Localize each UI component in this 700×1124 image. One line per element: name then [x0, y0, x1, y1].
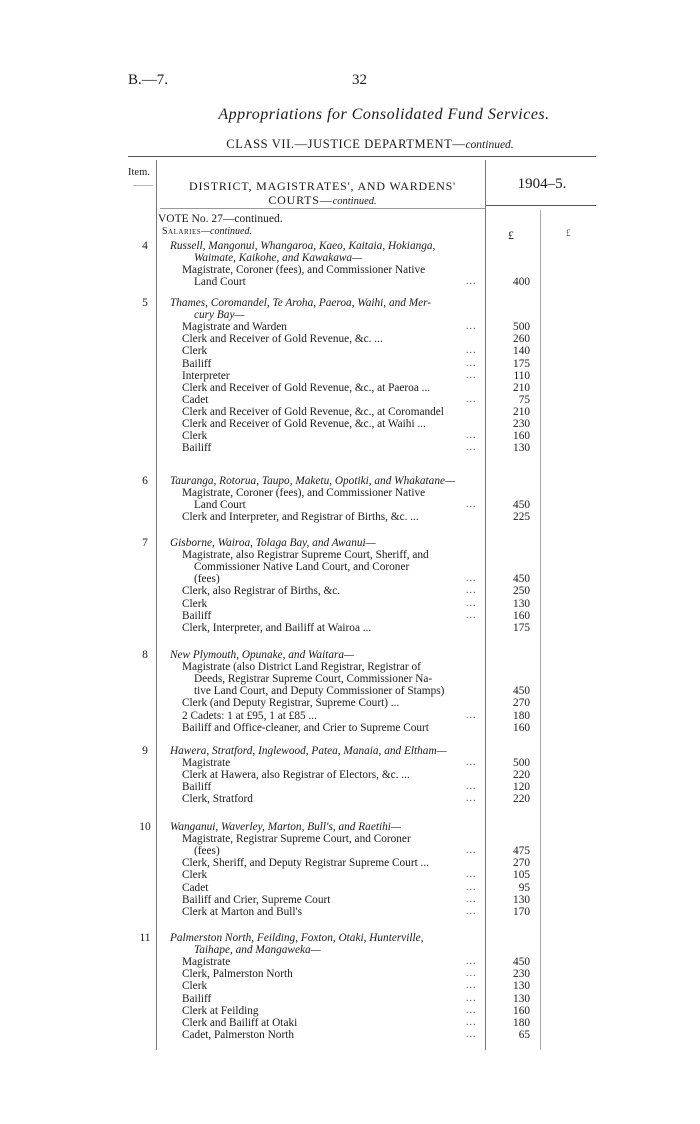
line-item-text: Clerk (and Deputy Registrar, Supreme Court) ...: [182, 697, 400, 710]
leader-dots: ...: [466, 609, 477, 621]
place-heading: Wanganui, Waverley, Marton, Bull's, and Raetihi—: [170, 821, 401, 833]
line-item-amount: 160: [513, 1004, 530, 1017]
line-item-amount: 95: [518, 881, 530, 894]
section-title-line-2: [160, 193, 485, 209]
leader-dots: ...: [466, 881, 477, 893]
leader-dots: ...: [466, 893, 477, 905]
class-heading: [0, 137, 700, 152]
item-column-header-dash: ——: [133, 180, 153, 191]
line-item-amount: 210: [513, 381, 530, 394]
place-heading: Taihape, and Mangaweka—: [194, 944, 321, 957]
item-number: 10: [139, 821, 151, 833]
line-item-amount: 500: [513, 321, 530, 334]
leader-dots: ...: [466, 793, 477, 805]
leader-dots: ...: [466, 757, 477, 769]
salaries-label-sc: Salaries: [162, 226, 202, 237]
leader-dots: ...: [466, 597, 477, 609]
line-item-text: Bailiff: [182, 357, 212, 370]
line-item-text: Clerk and Interpreter, and Registrar of Births, &c. ...: [182, 511, 419, 524]
place-heading: Waimate, Kaikohe, and Kawakawa—: [194, 252, 363, 265]
line-item-text: Clerk and Receiver of Gold Revenue, &c., at Paeroa ...: [182, 381, 431, 394]
line-item-text: Clerk at Feilding: [182, 1004, 259, 1017]
line-item-text: Land Court: [194, 499, 246, 512]
line-item-amount: 180: [513, 1016, 530, 1029]
leader-dots: ...: [466, 499, 477, 511]
line-item-amount: 475: [513, 845, 530, 858]
leader-dots: ...: [466, 980, 477, 992]
page-number: 32: [352, 72, 367, 88]
line-item-amount: 270: [513, 697, 530, 710]
line-item-text: Clerk, also Registrar of Births, &c.: [182, 585, 341, 598]
line-item-amount: 500: [513, 757, 530, 770]
place-heading: Hawera, Stratford, Inglewood, Patea, Manaia, and Eltham—: [170, 745, 447, 757]
line-item-text: Cadet, Palmerston North: [182, 1028, 295, 1041]
line-item-amount: 65: [518, 1028, 530, 1041]
line-item-amount: 110: [513, 369, 530, 382]
line-item-amount: 250: [513, 585, 530, 598]
line-item-amount: 140: [513, 345, 530, 358]
item-number: 7: [142, 537, 148, 549]
line-item-amount: 160: [513, 430, 530, 443]
line-item-text: (fees): [194, 845, 220, 858]
line-item-text: Magistrate, Coroner (fees), and Commissioner Native: [182, 264, 426, 277]
vote-label: VOTE No. 27—continued.: [158, 213, 283, 225]
leader-dots: ...: [466, 442, 477, 454]
item-column-rule: [156, 160, 157, 1050]
line-item-amount: 130: [513, 442, 530, 455]
line-item-text: Bailiff: [182, 609, 212, 622]
leader-dots: ...: [466, 321, 477, 333]
line-item-text: Clerk, Stratford: [182, 793, 253, 806]
line-item-text: Magistrate and Warden: [182, 321, 287, 334]
leader-dots: ...: [466, 1028, 477, 1040]
place-heading: Thames, Coromandel, Te Aroha, Paeroa, Waihi, and Mer-: [170, 297, 432, 309]
line-item-text: Magistrate: [182, 956, 231, 969]
leader-dots: ...: [466, 905, 477, 917]
line-item-text: Clerk, Palmerston North: [182, 968, 293, 981]
item-number: 6: [142, 475, 148, 487]
class-heading-text: CLASS VII.—JUSTICE DEPARTMENT—: [226, 137, 466, 151]
leader-dots: ...: [466, 369, 477, 381]
line-item-text: Land Court: [194, 276, 246, 289]
line-item-amount: 175: [513, 357, 530, 370]
line-item-text: 2 Cadets: 1 at £95, 1 at £85 ...: [182, 709, 317, 722]
leader-dots: ...: [466, 845, 477, 857]
item-number: 5: [142, 297, 148, 309]
leader-dots: ...: [466, 430, 477, 442]
header-rule: [485, 205, 596, 206]
leader-dots: ...: [466, 276, 477, 288]
line-item-amount: 230: [513, 968, 530, 981]
line-item-amount: 260: [513, 333, 530, 346]
line-item-amount: 210: [513, 405, 530, 418]
line-item-amount: 230: [513, 418, 530, 430]
leader-dots: ...: [466, 968, 477, 980]
currency-symbol: £: [508, 228, 514, 242]
amount-column-rule: [485, 160, 486, 1050]
line-item-text: Commissioner Native Land Court, and Coroner: [194, 561, 410, 574]
item-number: 11: [139, 932, 151, 944]
line-item-text: Clerk: [182, 597, 208, 610]
section-title: [160, 179, 485, 209]
line-item-text: Magistrate (also District Land Registrar, Registrar of: [182, 661, 421, 674]
amount-column-rule-2: [540, 210, 541, 1050]
line-item-amount: 120: [513, 781, 530, 794]
line-item-amount: 450: [513, 499, 530, 512]
class-heading-continued: continued.: [465, 139, 514, 151]
page-header-code: B.—7.: [128, 72, 169, 88]
item-number: 9: [142, 745, 148, 757]
line-item-amount: 450: [513, 956, 530, 969]
section-title-continued: continued.: [332, 196, 377, 207]
line-item-text: Magistrate, Registrar Supreme Court, and Coroner: [182, 833, 411, 846]
leader-dots: ...: [466, 956, 477, 968]
line-item-amount: 105: [513, 869, 530, 882]
leader-dots: ...: [466, 709, 477, 721]
line-item-text: Clerk and Receiver of Gold Revenue, &c., at Waihi ...: [182, 418, 426, 430]
place-heading: cury Bay—: [194, 309, 245, 322]
line-item-amount: 130: [513, 992, 530, 1005]
line-item-amount: 75: [518, 393, 530, 406]
line-item-amount: 130: [513, 980, 530, 993]
item-column-header: Item.: [128, 167, 150, 178]
line-item-text: Clerk and Receiver of Gold Revenue, &c., at Coromandel: [182, 405, 444, 418]
line-item-amount: 450: [513, 573, 530, 586]
leader-dots: ...: [466, 357, 477, 369]
currency-symbol-secondary: £: [566, 228, 571, 238]
line-item-amount: 270: [513, 857, 530, 870]
place-heading: New Plymouth, Opunake, and Waitara—: [170, 649, 355, 661]
leader-dots: ...: [466, 781, 477, 793]
line-item-text: Bailiff: [182, 781, 212, 794]
place-heading: Tauranga, Rotorua, Taupo, Maketu, Opotiki, and Whakatane—: [170, 475, 456, 487]
leader-dots: ...: [466, 393, 477, 405]
place-heading: Russell, Mangonui, Whangaroa, Kaeo, Kaitaia, Hokianga,: [170, 240, 436, 252]
salaries-label-continued: —continued.: [201, 226, 252, 237]
place-heading: Palmerston North, Feilding, Foxton, Otaki, Hunterville,: [170, 932, 424, 944]
line-item-text: Clerk, Interpreter, and Bailiff at Wairoa ...: [182, 621, 372, 634]
leader-dots: ...: [466, 1016, 477, 1028]
leader-dots: ...: [466, 573, 477, 585]
line-item-amount: 180: [513, 709, 530, 722]
line-item-text: Magistrate, also Registrar Supreme Court, Sheriff, and: [182, 549, 429, 562]
line-item-text: (fees): [194, 573, 220, 586]
leader-dots: ...: [466, 992, 477, 1004]
line-item-amount: 160: [513, 609, 530, 622]
item-number: 8: [142, 649, 148, 661]
line-item-text: Cadet: [182, 881, 209, 894]
line-item-text: Deeds, Registrar Supreme Court, Commissioner Na-: [194, 673, 433, 686]
item-number: 4: [142, 240, 148, 252]
top-rule: [128, 156, 596, 157]
section-title-line-1: DISTRICT, MAGISTRATES', AND WARDENS': [188, 179, 457, 193]
section-title-courts: COURTS—: [268, 193, 333, 207]
line-item-text: Clerk: [182, 980, 208, 993]
line-item-amount: 130: [513, 597, 530, 610]
page-title: Appropriations for Consolidated Fund Services.: [218, 106, 550, 123]
line-item-text: Clerk at Marton and Bull's: [182, 905, 303, 918]
line-item-amount: 170: [513, 905, 530, 918]
line-item-text: Clerk and Bailiff at Otaki: [182, 1016, 298, 1029]
line-item-amount: 450: [513, 685, 530, 698]
line-item-text: Bailiff: [182, 442, 212, 455]
leader-dots: ...: [466, 585, 477, 597]
line-item-text: Magistrate, Coroner (fees), and Commissioner Native: [182, 487, 426, 500]
line-item-amount: 175: [513, 621, 530, 634]
line-item-amount: 400: [513, 276, 530, 289]
leader-dots: ...: [466, 869, 477, 881]
line-item-text: Interpreter: [182, 369, 230, 382]
line-item-text: Clerk at Hawera, also Registrar of Electors, &c. ...: [182, 769, 410, 782]
line-item-text: Clerk: [182, 345, 208, 358]
salaries-label: [162, 226, 252, 237]
line-item-amount: 130: [513, 893, 530, 906]
line-item-text: Bailiff: [182, 992, 212, 1005]
line-item-text: Clerk: [182, 430, 208, 443]
year-header: 1904–5.: [517, 176, 567, 192]
leader-dots: ...: [466, 1004, 477, 1016]
line-item-text: Clerk: [182, 869, 208, 882]
line-item-amount: 225: [513, 511, 530, 524]
line-item-text: Magistrate: [182, 757, 231, 770]
line-item-text: Clerk and Receiver of Gold Revenue, &c. ...: [182, 333, 383, 346]
line-item-text: Bailiff and Crier, Supreme Court: [182, 893, 331, 906]
line-item-text: Clerk, Sheriff, and Deputy Registrar Supreme Court ...: [182, 857, 430, 870]
line-item-text: tive Land Court, and Deputy Commissioner of Stamps): [194, 685, 445, 698]
line-item-text: Bailiff and Office-cleaner, and Crier to Supreme Court: [182, 721, 429, 734]
leader-dots: ...: [466, 345, 477, 357]
line-item-amount: 160: [513, 721, 530, 734]
place-heading: Gisborne, Wairoa, Tolaga Bay, and Awanui—: [170, 537, 376, 549]
line-item-amount: 220: [513, 793, 530, 806]
line-item-amount: 220: [513, 769, 530, 782]
line-item-text: Cadet: [182, 393, 209, 406]
